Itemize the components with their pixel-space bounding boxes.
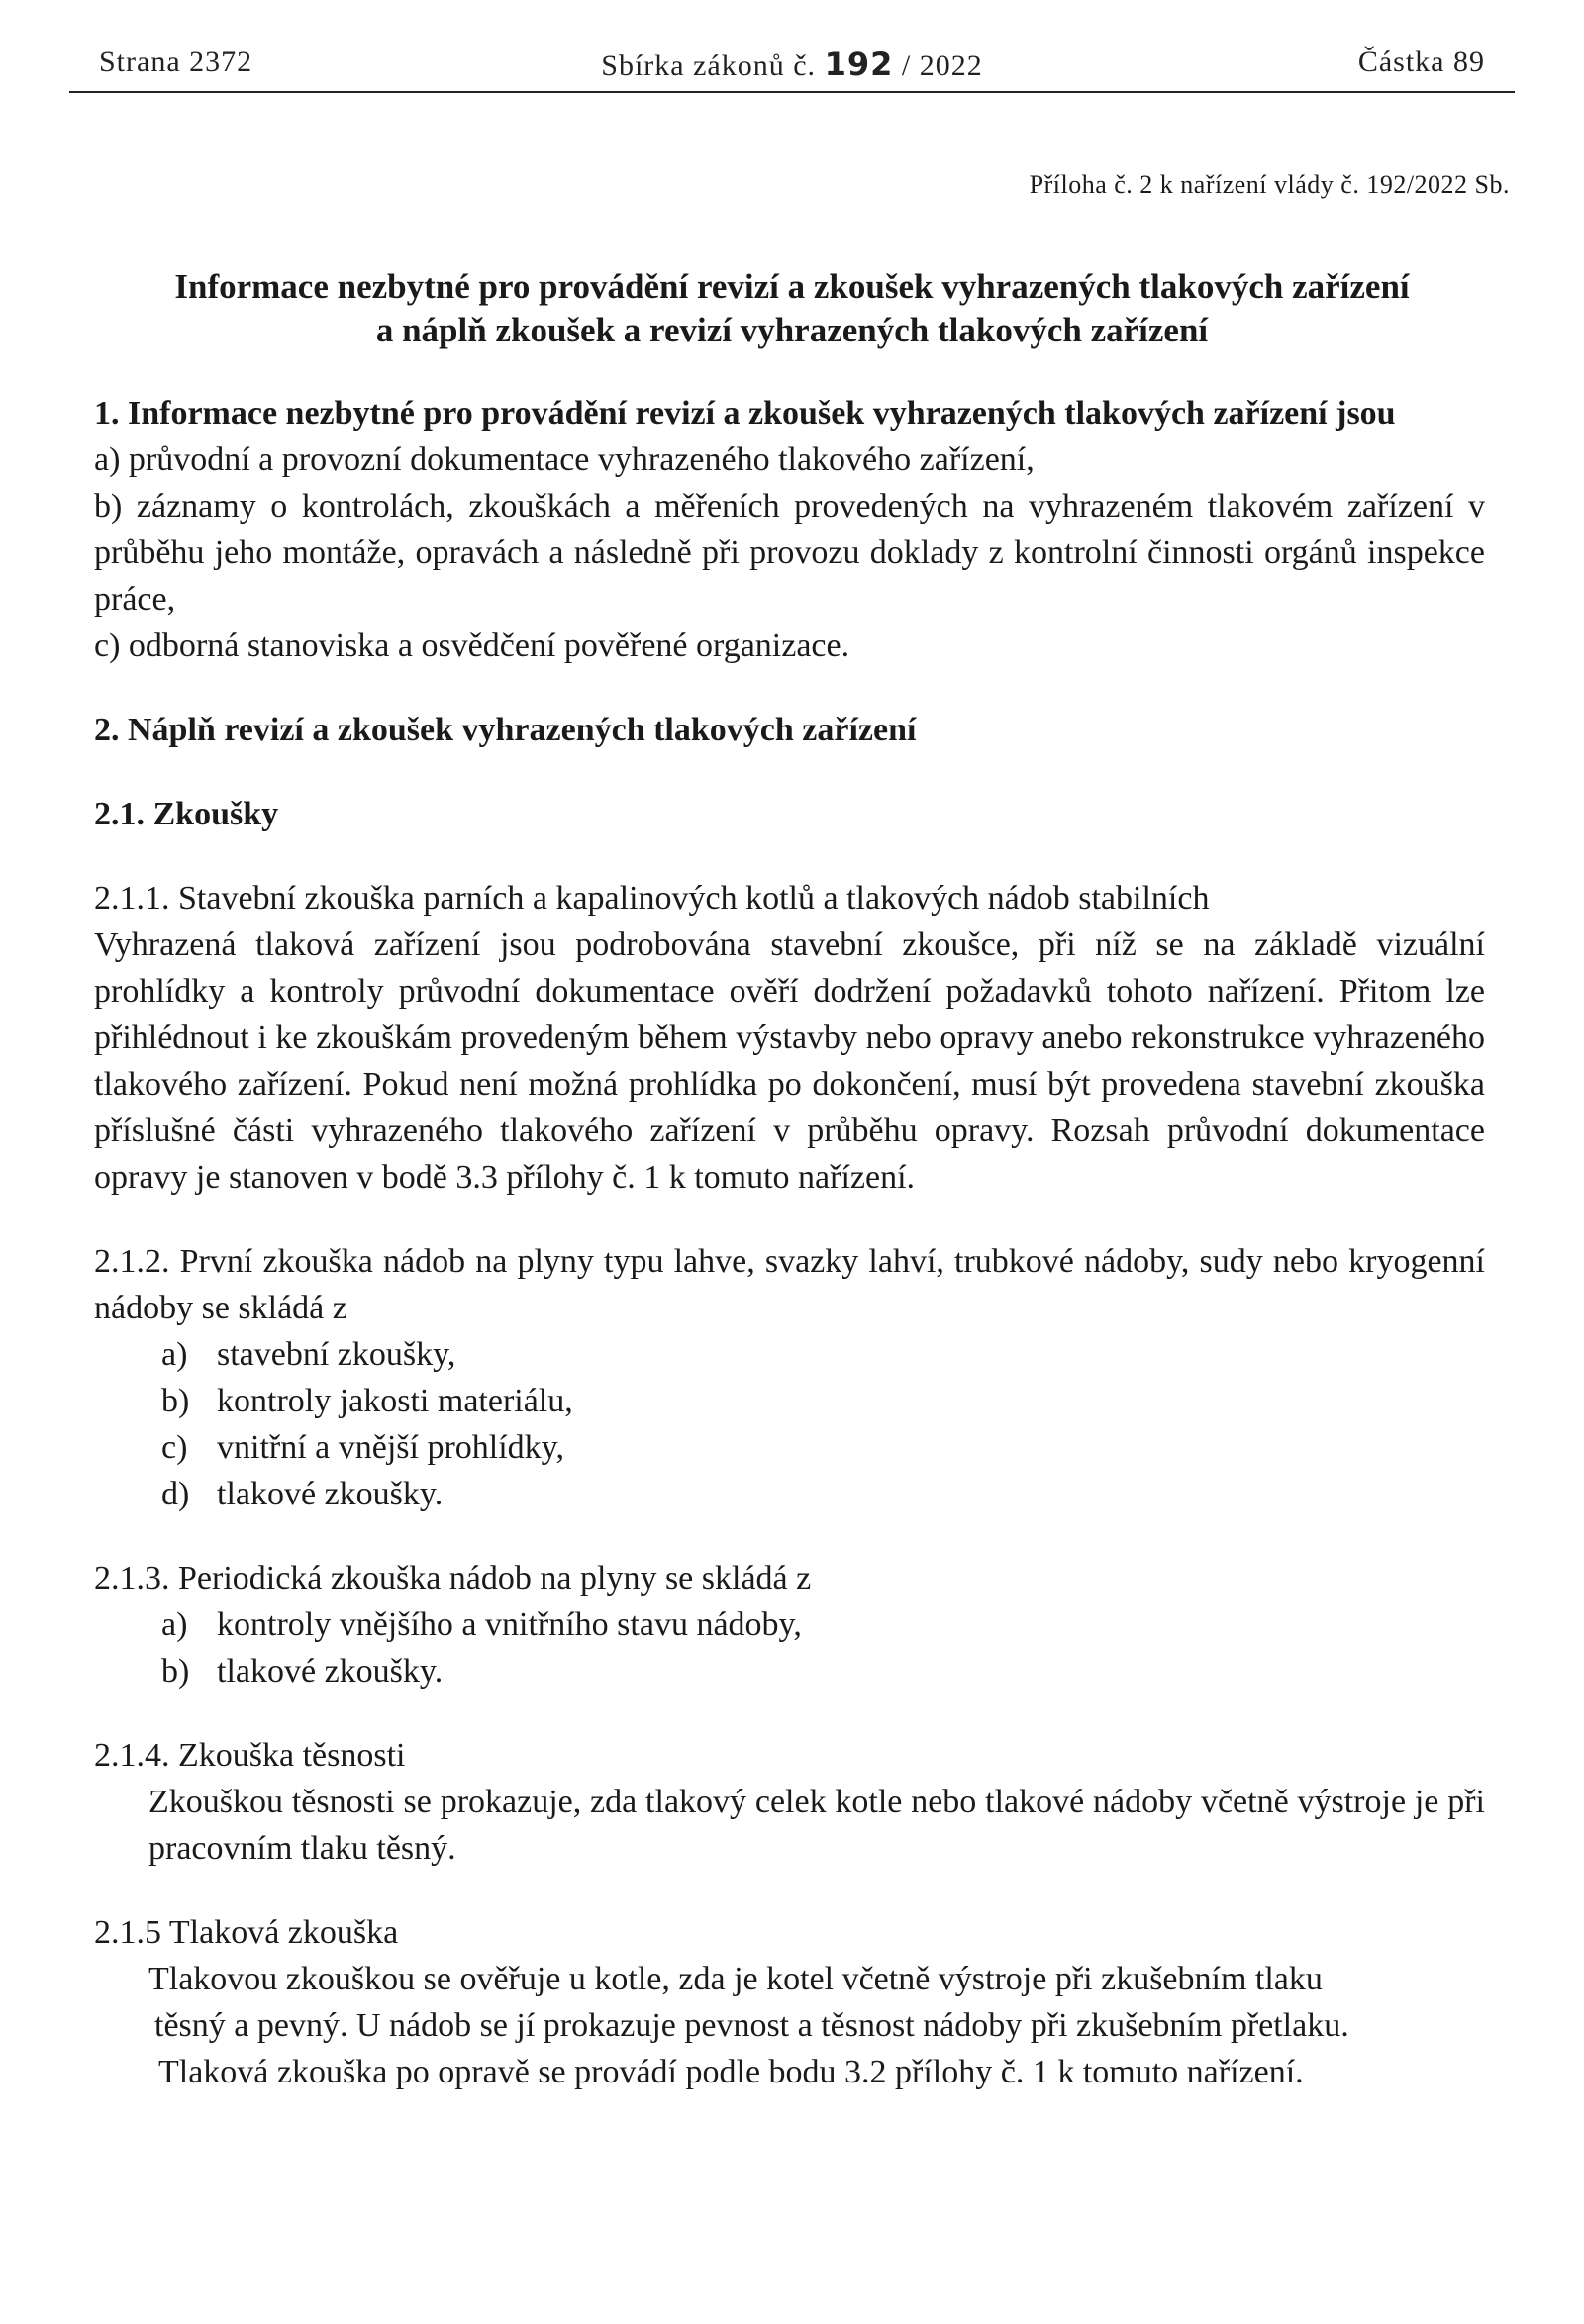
section-2-1-1-body: Vyhrazená tlaková zařízení jsou podrobována stavební zkoušce, při níž se na základě vizuální prohlídky a kontroly průvodní dokumentace ověří dodržení požadavků tohoto nařízení. Přitom lze přihlédnout i ke zkouškám provedeným během výstavby nebo opravy anebo rekonstrukce vyhrazeného tlakového zařízení. Pokud není možná prohlídka po dokončení, musí být provedena stavební zkouška příslušné části vyhrazeného tlakového zařízení v průběhu opravy. Rozsah průvodní dokumentace opravy je stanoven v bodě 3.3 přílohy č. 1 k tomuto nařízení. [94, 926, 1485, 1196]
section-2-1-1-title: 2.1.1. Stavební zkouška parních a kapalinových kotlů a tlakových nádob stabilních [94, 880, 1210, 917]
section-2-1-5-line-2: těsný a pevný. U nádob se jí prokazuje pevnost a těsnost nádoby při zkušebním přetlaku. [154, 2007, 1349, 2044]
law-number: 192 [824, 46, 894, 83]
collection-reference [69, 46, 1515, 83]
collection-prefix: Sbírka zákonů č. [601, 49, 817, 82]
list-item [94, 1331, 1485, 1378]
header-rule [69, 91, 1515, 93]
section-2-heading: 2. Náplň revizí a zkoušek vyhrazených tlakových zařízení [94, 712, 917, 748]
page-number: Strana 2372 [99, 46, 253, 78]
list-marker: a) [161, 1336, 188, 1373]
law-year: / 2022 [901, 49, 983, 82]
list-text: vnitřní a vnější prohlídky, [217, 1429, 564, 1466]
section-2-1-5-line-1: Tlakovou zkouškou se ověřuje u kotle, zda je kotel včetně výstroje při zkušebním tlaku [148, 1961, 1323, 1997]
list-marker: b) [161, 1653, 190, 1690]
document-body [94, 390, 1485, 2095]
section-2-1-5-line-3: Tlaková zkouška po opravě se provádí podle bodu 3.2 přílohy č. 1 k tomuto nařízení. [158, 2054, 1304, 2090]
list-marker: b) [161, 1383, 190, 1419]
running-header [69, 46, 1515, 91]
section-2-1-2-title: 2.1.2. První zkouška nádob na plyny typu lahve, svazky lahví, trubkové nádoby, sudy nebo kryogenní nádoby se skládá z [94, 1243, 1485, 1326]
section-2-1-4-title: 2.1.4. Zkouška těsnosti [94, 1737, 406, 1774]
title-line-2: a náplň zkoušek a revizí vyhrazených tlakových zařízení [375, 311, 1209, 349]
section-2-1-3-title: 2.1.3. Periodická zkouška nádob na plyny se skládá z [94, 1560, 812, 1597]
list-text: tlakové zkoušky. [217, 1476, 444, 1512]
section-2-1-5-body [94, 1956, 1485, 2095]
title-line-1: Informace nezbytné pro provádění revizí a zkoušek vyhrazených tlakových zařízení [174, 267, 1410, 306]
document-title [89, 265, 1495, 352]
list-marker: a) [161, 1606, 188, 1643]
annex-reference: Příloha č. 2 k nařízení vlády č. 192/2022 Sb. [1029, 170, 1510, 199]
section-2-1-4-body: Zkouškou těsnosti se prokazuje, zda tlakový celek kotle nebo tlakové nádoby včetně výstroje je při pracovním tlaku těsný. [148, 1784, 1485, 1867]
list-marker: d) [161, 1476, 190, 1512]
list-item [94, 1601, 1485, 1648]
section-1-item-a: a) průvodní a provozní dokumentace vyhrazeného tlakového zařízení, [94, 441, 1035, 478]
section-1-item-c: c) odborná stanoviska a osvědčení pověřené organizace. [94, 628, 850, 664]
section-1-heading: 1. Informace nezbytné pro provádění revizí a zkoušek vyhrazených tlakových zařízení jsou [94, 395, 1396, 432]
part-number: Částka 89 [1357, 46, 1485, 78]
section-2-1-5-title: 2.1.5 Tlaková zkouška [94, 1914, 399, 1951]
list-item [94, 1424, 1485, 1471]
list-text: kontroly vnějšího a vnitřního stavu nádoby, [217, 1606, 802, 1643]
list-item [94, 1648, 1485, 1695]
list-text: kontroly jakosti materiálu, [217, 1383, 573, 1419]
list-text: tlakové zkoušky. [217, 1653, 444, 1690]
list-text: stavební zkoušky, [217, 1336, 456, 1373]
list-item [94, 1471, 1485, 1517]
section-2-1-heading: 2.1. Zkoušky [94, 796, 279, 832]
list-item [94, 1378, 1485, 1424]
section-1-item-b: b) záznamy o kontrolách, zkouškách a měřeních provedených na vyhrazeném tlakovém zařízení v průběhu jeho montáže, opravách a následně při provozu doklady z kontrolní činnosti orgánů inspekce práce, [94, 488, 1485, 618]
list-marker: c) [161, 1429, 188, 1466]
